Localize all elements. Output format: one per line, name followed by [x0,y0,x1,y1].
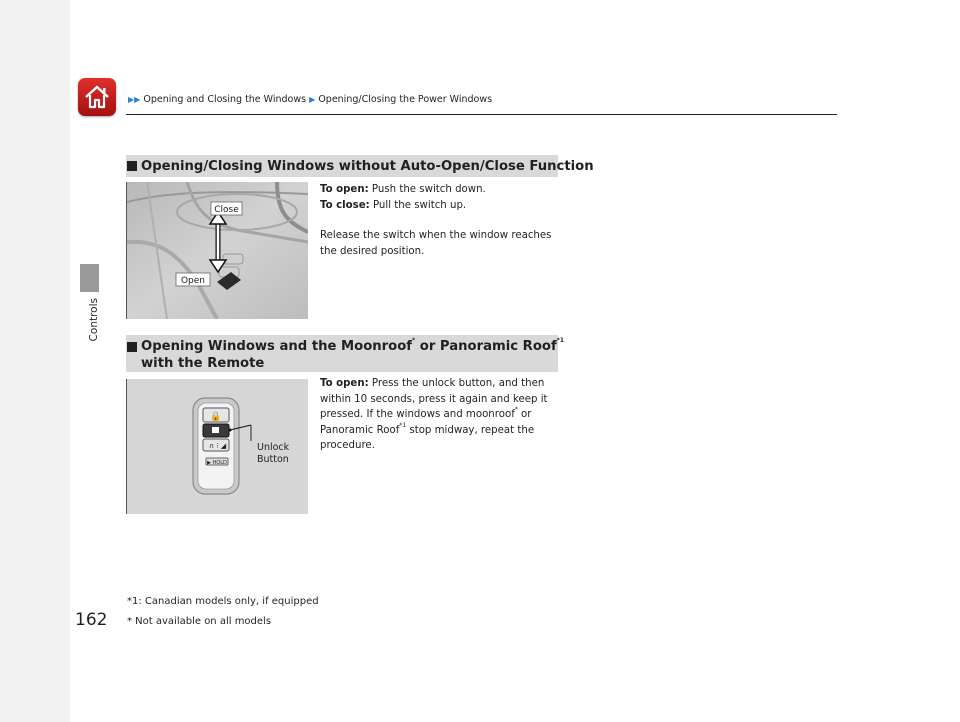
footnote-canadian: *1: Canadian models only, if equipped [127,596,319,607]
open-text: Push the switch down. [371,184,486,195]
footnote-availability: * Not available on all models [127,616,272,627]
section-heading [126,155,594,177]
heading-square-icon [127,161,137,171]
title-footnote-ref[interactable]: *1 [556,337,564,344]
unlock-label: Unlock [257,442,290,453]
home-icon [78,78,116,116]
close-label-term: To close: [320,199,370,211]
title-text: Opening Windows and the Moonroof [141,339,413,354]
window-switch-drawing [127,182,308,319]
instruction-line: Press the unlock button, and then [371,378,545,389]
instruction-line: or [517,409,532,420]
svg-text:∩ ⁝ ◢: ∩ ⁝ ◢ [209,442,227,450]
remote-key-drawing [127,379,308,514]
breadcrumb [128,94,492,105]
title-text: or Panoramic Roof [415,339,557,354]
window-switch-illustration [126,182,308,319]
title-line-2: with the Remote [141,356,265,371]
section1-note [320,228,565,259]
close-label: Close [214,205,239,215]
note-line: Release the switch when the window reaches [320,230,552,241]
instruction-line: Panoramic Roof [320,424,400,436]
section1-instructions [320,182,565,213]
section-title [141,338,564,372]
section-title: Opening/Closing Windows without Auto-Open/Close Function [141,159,594,174]
button-label: Button [257,454,289,465]
instruction-line: procedure. [320,440,375,451]
breadcrumb-item[interactable]: Opening/Closing the Power Windows [318,94,493,105]
svg-text:🔒: 🔒 [210,412,222,422]
open-label: Open [180,276,206,286]
open-label-term: To open: [320,378,369,389]
footnote-ref[interactable]: *1 [399,421,407,429]
chapter-tab[interactable] [80,264,99,292]
page-number: 162 [75,610,108,630]
breadcrumb-arrow-icon: ▶ [309,95,316,104]
instruction-line: stop midway, repeat the [406,424,535,436]
heading-square-icon [127,342,137,352]
remote-key-illustration [126,379,308,514]
instruction-line: pressed. If the windows and moonroof [320,409,515,420]
close-text: Pull the switch up. [372,199,467,211]
header-divider [126,114,837,115]
instruction-line: within 10 seconds, press it again and keep it [320,393,548,405]
section2-instructions [320,376,565,454]
svg-text:▶ HOLD: ▶ HOLD [207,460,227,466]
home-button[interactable] [78,78,116,116]
open-label-term: To open: [320,184,369,195]
title-star: * [412,337,416,344]
chapter-label: Controls [88,298,100,342]
note-line: the desired position. [320,245,425,257]
star-ref[interactable]: * [514,406,518,413]
breadcrumb-arrow-icon: ▶▶ [128,95,141,104]
section-heading [126,335,564,372]
side-rail [0,0,70,722]
breadcrumb-item[interactable]: Opening and Closing the Windows [143,94,307,105]
